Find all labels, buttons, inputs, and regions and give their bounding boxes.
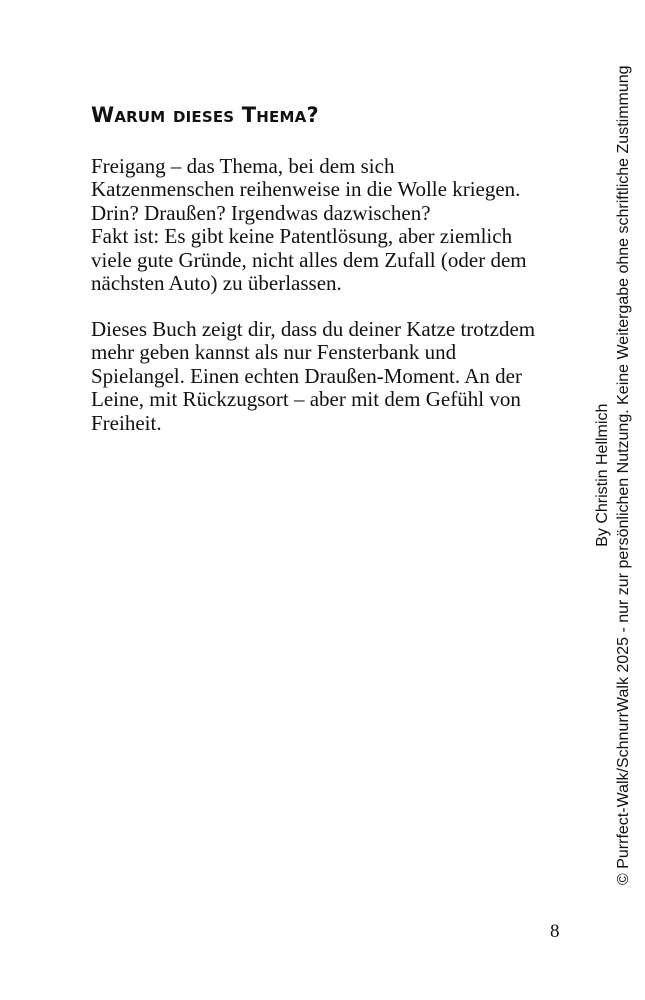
paragraph-line: Freiheit. bbox=[91, 410, 162, 435]
paragraph-line: mehr geben kannst als nur Fensterbank und bbox=[91, 340, 457, 365]
paragraph-line: Fakt ist: Es gibt keine Patentlösung, aber ziemlich bbox=[91, 224, 513, 249]
page-number: 8 bbox=[550, 921, 560, 942]
copyright-sidebar-text bbox=[593, 65, 634, 885]
section-heading: Warum dieses Thema? bbox=[91, 103, 319, 127]
paragraph-line: nächsten Auto) zu überlassen. bbox=[91, 271, 342, 296]
paragraph-line: viele gute Gründe, nicht alles dem Zufall (oder dem bbox=[91, 247, 527, 272]
paragraph-line: Dieses Buch zeigt dir, dass du deiner Katze trotzdem bbox=[91, 317, 536, 341]
paragraph-2 bbox=[91, 318, 571, 435]
paragraph-1 bbox=[91, 155, 571, 295]
paragraph-line: Freigang – das Thema, bei dem sich bbox=[91, 154, 395, 178]
paragraph-line: Spielangel. Einen echten Draußen-Moment. An der bbox=[91, 363, 522, 388]
paragraph-line: Drin? Draußen? Irgendwas dazwischen? bbox=[91, 200, 431, 225]
copyright-notice: © Purrfect-Walk/SchnurrWalk 2025 - nur zur persönlichen Nutzung. Keine Weitergabe ohne schriftliche Zustimmung bbox=[614, 65, 632, 885]
paragraph-line: Leine, mit Rückzugsort – aber mit dem Gefühl von bbox=[91, 387, 521, 412]
author-credit: By Christin Hellmich bbox=[594, 403, 611, 547]
paragraph-line: Katzenmenschen reihenweise in die Wolle kriegen. bbox=[91, 177, 521, 202]
